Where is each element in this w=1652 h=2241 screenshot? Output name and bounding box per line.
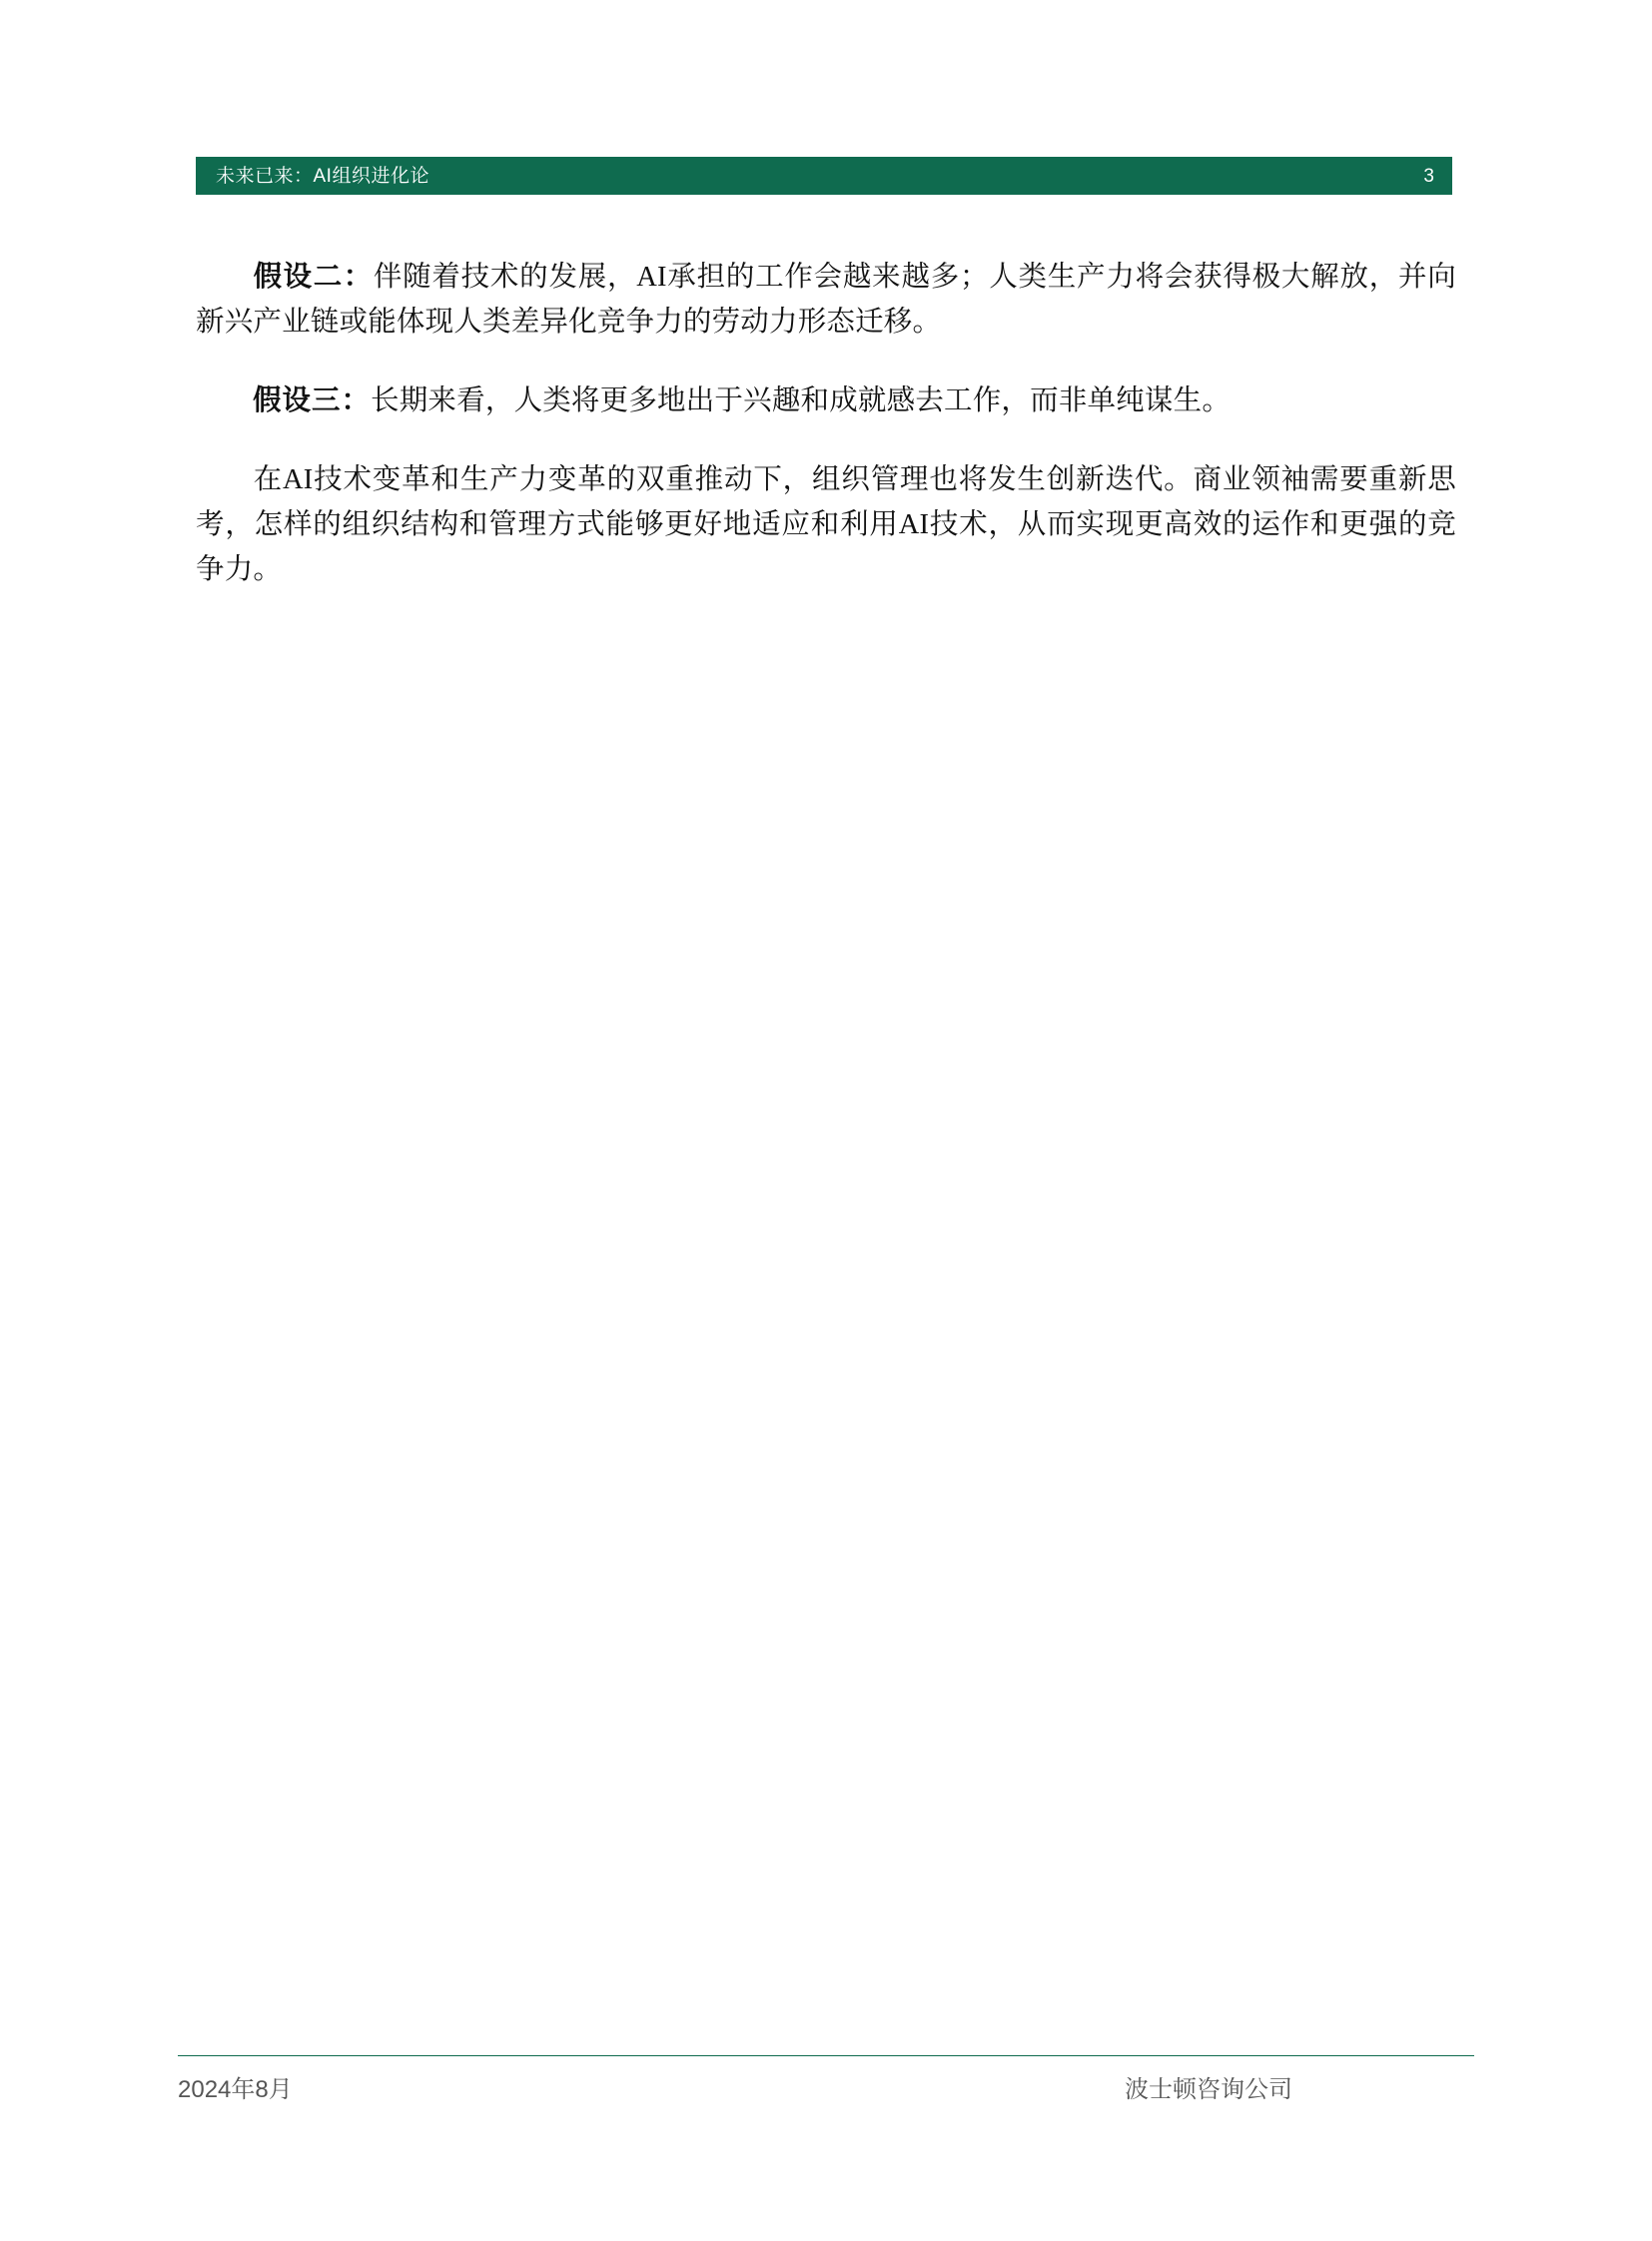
page-number: 3 [1423,165,1434,187]
assumption-two-label: 假设二： [253,262,374,293]
document-body [196,255,1456,592]
footer-divider [178,2055,1474,2056]
assumption-three-label: 假设三： [253,385,372,417]
paragraph-assumption-three [196,378,1456,423]
page-footer [178,2069,1474,2104]
document-title: 未来已来：AI组织进化论 [216,165,429,187]
paragraph-assumption-two [196,255,1456,345]
footer-company: 波士顿咨询公司 [1125,2076,1292,2103]
assumption-three-text: 长期来看，人类将更多地出于兴趣和成就感去工作，而非单纯谋生。 [371,385,1232,417]
paragraph-closing [196,457,1456,592]
page-header-band [196,157,1452,195]
footer-date: 2024年8月 [178,2076,293,2103]
assumption-two-text: 伴随着技术的发展，AI承担的工作会越来越多；人类生产力将会获得极大解放，并向新兴产业链或能体现人类差异化竞争力的劳动力形态迁移。 [196,262,1456,339]
closing-text: 在AI技术变革和生产力变革的双重推动下，组织管理也将发生创新迭代。商业领袖需要重新思考，怎样的组织结构和管理方式能够更好地适应和利用AI技术，从而实现更高效的运作和更强的竞争力。 [196,464,1456,586]
